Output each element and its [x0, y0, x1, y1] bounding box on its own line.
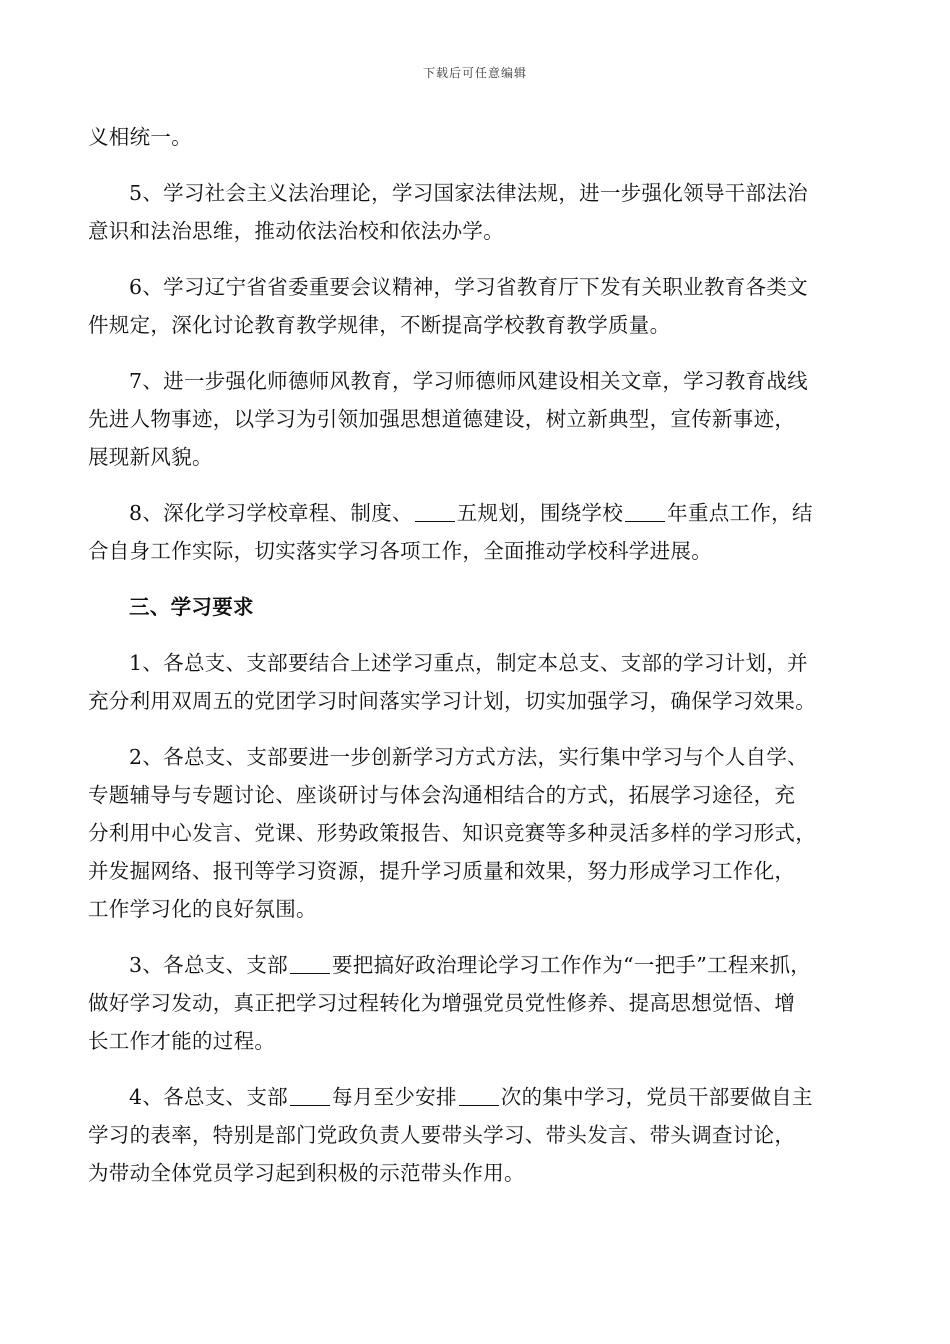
- text-segment: 次的集中学习，党员干部要做自主: [500, 1085, 813, 1109]
- paragraph-line: 学习的表率，特别是部门党政负责人要带头学习、带头发言、带头调查讨论，: [88, 1123, 796, 1147]
- paragraph-line: 工作学习化的良好氛围。: [88, 897, 317, 921]
- blank-underline: [290, 951, 330, 974]
- paragraph-line: 先进人物事迹，以学习为引领加强思想道德建设，树立新典型，宣传新事迹，: [88, 407, 796, 431]
- paragraph-line: 1、各总支、支部要结合上述学习重点，制定本总支、支部的学习计划，并: [129, 651, 808, 675]
- paragraph-line: 6、学习辽宁省省委重要会议精神，学习省教育厅下发有关职业教育各类文: [129, 275, 808, 299]
- requirement-3: [88, 946, 868, 1060]
- paragraph-line: [88, 494, 868, 532]
- paragraph-6: [88, 268, 868, 344]
- paragraph-line: 长工作才能的过程。: [88, 1029, 276, 1053]
- paragraph-line: [88, 1078, 868, 1116]
- paragraph-line: 并发掘网络、报刊等学习资源，提升学习质量和效果，努力形成学习工作化，: [88, 859, 796, 883]
- paragraph-line: 件规定，深化讨论教育教学规律，不断提高学校教育教学质量。: [88, 313, 671, 337]
- paragraph-line: 为带动全体党员学习起到积极的示范带头作用。: [88, 1161, 525, 1185]
- requirement-4: [88, 1078, 868, 1192]
- paragraph-line: [88, 946, 868, 984]
- blank-underline: [290, 1083, 330, 1106]
- paragraph-8: [88, 494, 868, 570]
- paragraph-line: 专题辅导与专题讨论、座谈研讨与体会沟通相结合的方式，拓展学习途径，充: [88, 783, 796, 807]
- text-segment: 每月至少安排: [331, 1085, 457, 1109]
- text-segment: 3、各总支、支部: [129, 953, 288, 977]
- paragraph-line: 义相统一。: [88, 125, 192, 149]
- paragraph-line: 展现新风貌。: [88, 445, 213, 469]
- paragraph-line: 合自身工作实际，切实落实学习各项工作，全面推动学校科学进展。: [88, 539, 712, 563]
- requirement-2: [88, 738, 868, 928]
- paragraph-line: 7、进一步强化师德师风教育，学习师德师风建设相关文章，学习教育战线: [129, 369, 808, 393]
- paragraph-line: 做好学习发动，真正把学习过程转化为增强党员党性修养、提高思想觉悟、增: [88, 991, 796, 1015]
- page-header-note: 下载后可任意编辑: [422, 66, 527, 80]
- text-segment: 五规划，围绕学校: [456, 501, 624, 525]
- text-segment: 年重点工作，结: [667, 501, 813, 525]
- blank-underline: [625, 499, 665, 522]
- blank-underline: [459, 1083, 499, 1106]
- paragraph-7: [88, 362, 868, 476]
- blank-underline: [415, 499, 455, 522]
- paragraph-line: 充分利用双周五的党团学习时间落实学习计划，切实加强学习，确保学习效果。: [88, 689, 816, 713]
- text-segment: 8、深化学习学校章程、制度、: [129, 501, 413, 525]
- text-segment: 4、各总支、支部: [129, 1085, 288, 1109]
- paragraph-line: 意识和法治思维，推动依法治校和依法办学。: [88, 219, 504, 243]
- paragraph-line: 2、各总支、支部要进一步创新学习方式方法，实行集中学习与个人自学、: [129, 745, 808, 769]
- document-body: [88, 118, 868, 1192]
- paragraph-line: 5、学习社会主义法治理论，学习国家法律法规，进一步强化领导干部法治: [129, 181, 808, 205]
- text-segment: 要把搞好政治理论学习工作作为“一把手”工程来抓，: [331, 953, 812, 977]
- section-heading: 三、学习要求: [129, 595, 254, 619]
- requirement-1: [88, 644, 868, 720]
- paragraph-line: 分利用中心发言、党课、形势政策报告、知识竞赛等多种灵活多样的学习形式，: [88, 821, 816, 845]
- paragraph-5: [88, 174, 868, 250]
